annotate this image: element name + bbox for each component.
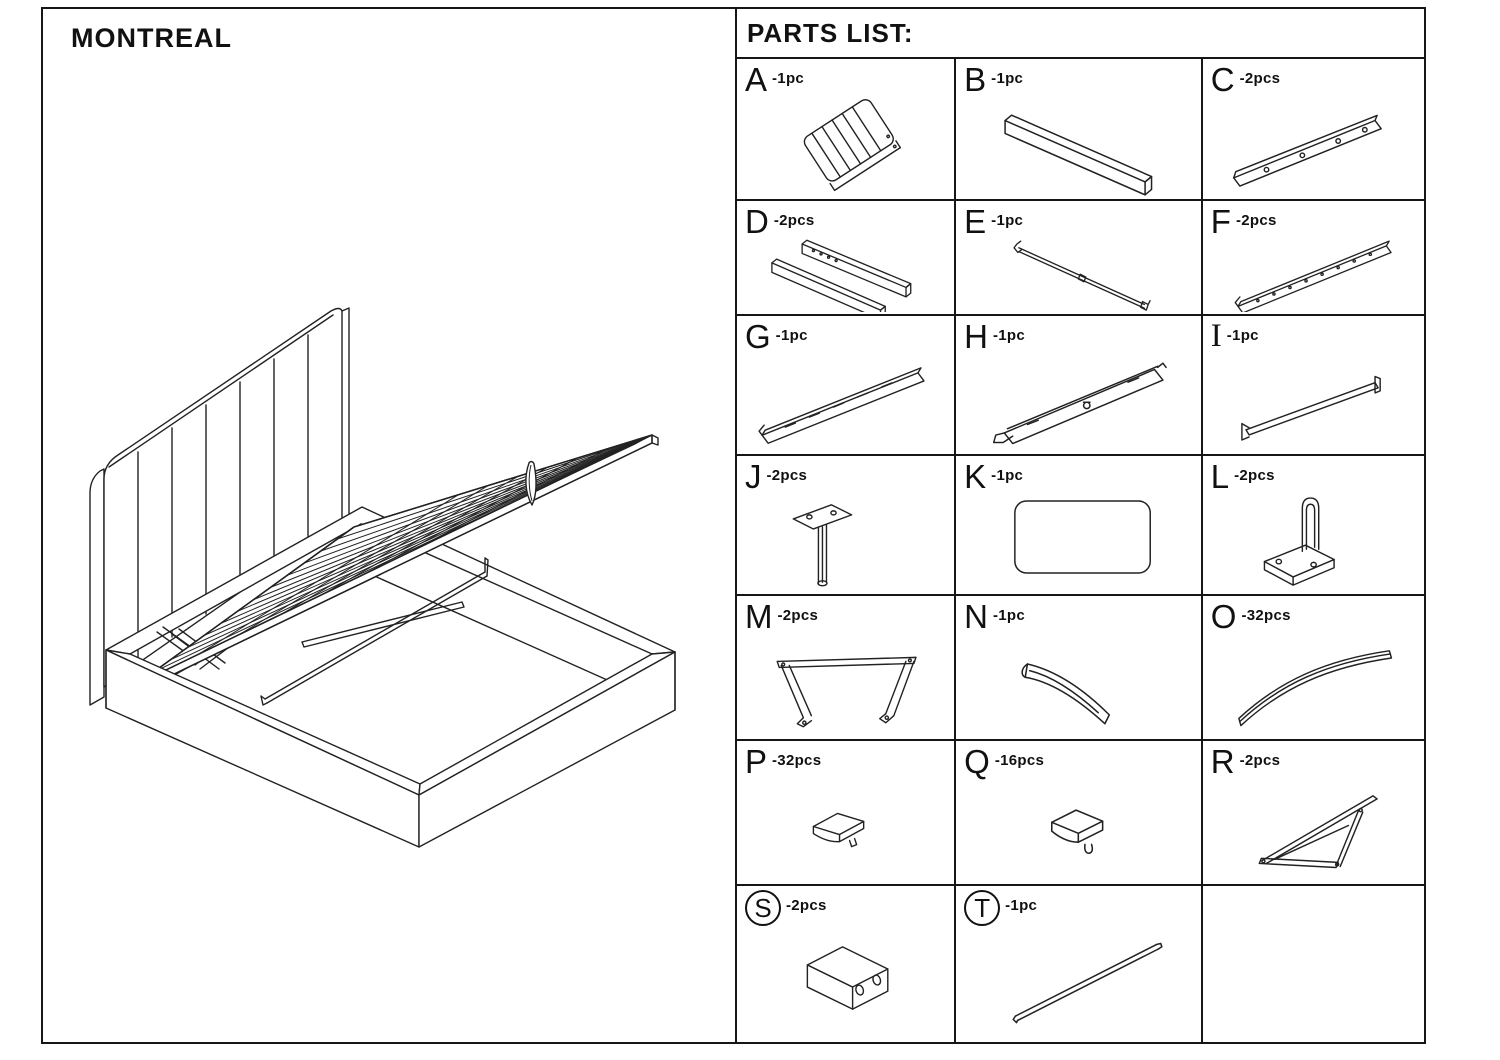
part-qty: -2pcs [773,212,815,229]
part-q-slat-holder-icon [956,767,1201,882]
part-cell-d [737,201,956,316]
part-p-slat-holder-icon [737,767,954,882]
part-cell-l [1203,456,1424,596]
part-b-plank-icon [956,85,1201,197]
part-letter: E [964,203,987,240]
part-a-headboard-icon [737,85,954,197]
empty-cell [1203,886,1424,1042]
part-cell-q [956,741,1203,886]
part-cell-p [737,741,956,886]
part-cell-g [737,316,956,456]
part-letter: B [964,61,987,98]
instruction-sheet [41,7,1426,1044]
part-cell-e [956,201,1203,316]
part-qty: -2pcs [786,897,827,914]
part-cell-o [1203,596,1424,741]
part-qty: -1pc [1226,327,1259,344]
part-qty: -1pc [991,70,1024,87]
part-qty: -1pc [775,327,808,344]
part-cell-a [737,59,956,201]
part-letter: C [1210,61,1235,98]
part-qty: -2pcs [1239,752,1281,769]
parts-list-panel [735,9,1424,1042]
part-l-bracket-icon [1203,482,1424,592]
part-qty: -32pcs [1241,607,1291,624]
part-o-slat-icon [1203,622,1424,737]
part-c-rail-icon [1203,85,1424,197]
part-cell-s [737,886,956,1042]
part-qty: -2pcs [777,607,819,624]
part-qty: -1pc [992,607,1026,624]
part-e-center-rail-icon [956,227,1201,312]
part-cell-f [1203,201,1424,316]
part-f-rail-icon [1203,227,1424,312]
part-cell-h [956,316,1203,456]
part-cell-t [956,886,1203,1042]
part-letter: R [1210,743,1235,780]
assembly-drawing-panel [43,9,735,1042]
part-letter: Q [964,743,990,780]
part-cell-r [1203,741,1424,886]
part-cell-b [956,59,1203,201]
part-letter: M [745,598,773,635]
part-cell-k [956,456,1203,596]
part-cell-n [956,596,1203,741]
part-letter: P [745,743,768,780]
part-qty: -1pc [772,70,805,87]
part-letter: D [745,203,769,240]
part-qty: -1pc [992,327,1026,344]
part-qty: -1pc [991,212,1024,229]
part-cell-i [1203,316,1424,456]
part-cell-j [737,456,956,596]
part-letter: K [964,458,987,495]
product-title: MONTREAL [71,23,232,53]
part-letter: I [1210,318,1222,354]
part-qty: -2pcs [1234,467,1275,484]
part-letter: L [1210,458,1230,495]
part-h-rail-icon [956,342,1201,452]
part-letter: T [964,890,1000,926]
part-qty: -2pcs [1235,212,1277,229]
part-cell-m [737,596,956,741]
part-m-bracket-icon [737,622,954,737]
parts-list-header: PARTS LIST: [737,9,1424,59]
part-s-block-icon [737,912,954,1040]
part-k-panel-icon [956,482,1201,592]
storage-box-front-drawing [106,650,675,847]
part-letter: O [1210,598,1237,635]
part-r-lift-mechanism-icon [1203,767,1424,882]
part-letter: A [745,61,768,98]
part-letter: N [964,598,988,635]
part-qty: -1pc [1005,897,1038,914]
part-t-rod-icon [956,912,1201,1040]
part-letter: J [745,458,762,495]
part-letter: F [1210,203,1231,240]
parts-grid [737,59,1424,1042]
part-cell-c [1203,59,1424,201]
part-qty: -32pcs [772,752,822,769]
part-letter: G [745,318,771,355]
part-qty: -2pcs [766,467,808,484]
part-qty: -16pcs [994,752,1045,769]
part-d-planks-icon [737,227,954,312]
part-j-leg-icon [737,482,954,592]
part-letter: H [964,318,988,355]
part-n-curved-slat-icon [956,622,1201,737]
part-i-rod-icon [1203,342,1424,452]
part-g-rail-icon [737,342,954,452]
part-letter: S [745,890,781,926]
part-qty: -2pcs [1239,70,1281,87]
part-qty: -1pc [991,467,1024,484]
bed-assembly-drawing-icon [43,9,735,1042]
